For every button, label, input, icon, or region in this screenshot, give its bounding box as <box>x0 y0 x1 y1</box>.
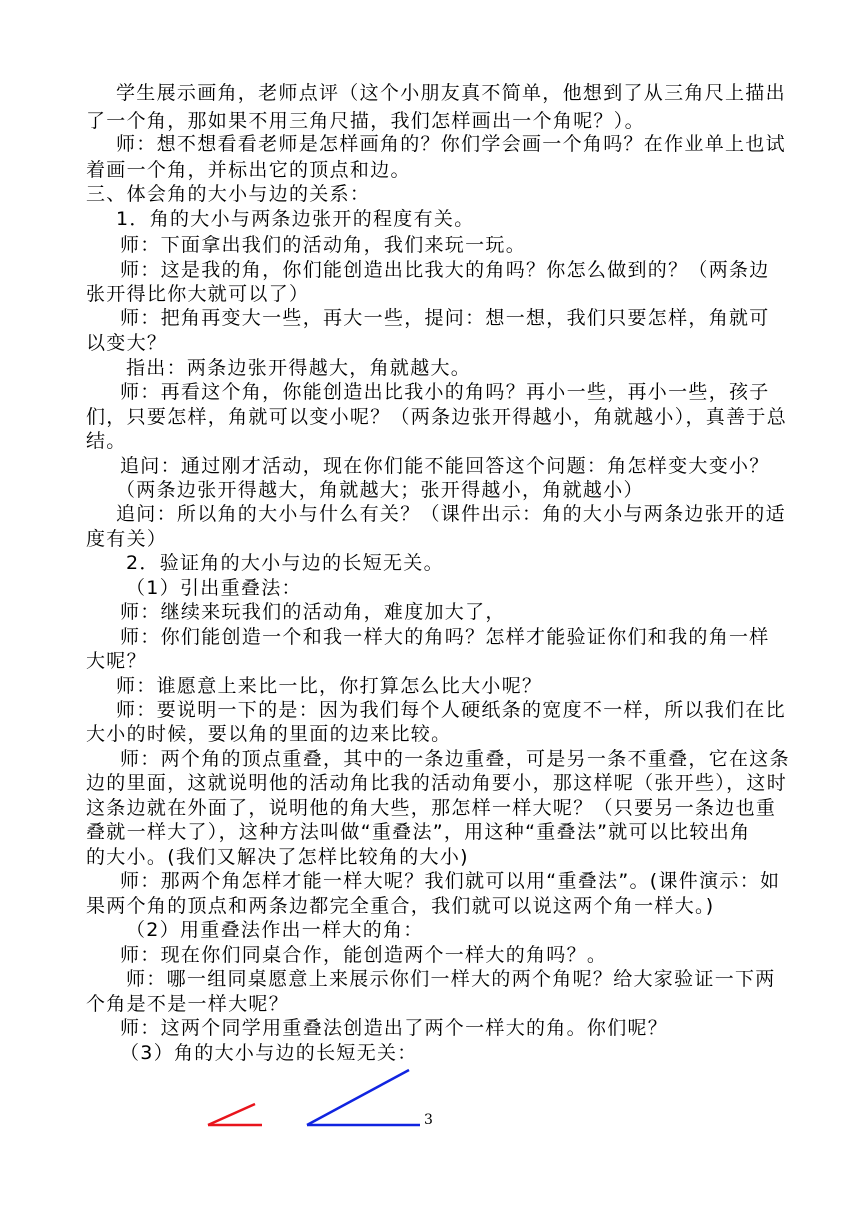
text-line: 们，只要怎样，角就可以变小呢？（两条边张开得越小，角就越小），真善于总 <box>86 406 788 428</box>
text-line: 师：你们能创造一个和我一样大的角吗？怎样才能验证你们和我的角一样 <box>120 626 770 648</box>
subsection-heading: 1．角的大小与两条边张开的程度有关。 <box>116 208 475 230</box>
text-line: 大呢？ <box>86 650 147 672</box>
text-line: 结。 <box>86 430 127 452</box>
text-line: 追问：通过刚才活动，现在你们能不能回答这个问题：角怎样变大变小？ <box>120 455 770 477</box>
text-line: 着画一个角，并标出它的顶点和边。 <box>86 159 411 181</box>
text-line: 个角是不是一样大呢？ <box>86 993 290 1015</box>
text-line: 以变大？ <box>86 332 168 354</box>
large-angle-ray <box>307 1070 409 1125</box>
section-heading: 三、体会角的大小与边的关系： <box>86 183 371 205</box>
text-line: 师：那两个角怎样才能一样大呢？我们就可以用“重叠法”。(课件演示：如 <box>120 870 781 892</box>
text-line: 边的里面，这就说明他的活动角比我的活动角要小，那这样呢（张开些），这时 <box>86 772 788 794</box>
text-line: 学生展示画角，老师点评（这个小朋友真不简单，他想到了从三角尺上描出 <box>116 82 786 104</box>
text-line: 师：再看这个角，你能创造出比我小的角吗？再小一些，再小一些，孩子 <box>120 381 770 403</box>
small-angle-ray <box>208 1104 255 1125</box>
text-line: 张开得比你大就可以了） <box>86 283 310 305</box>
text-line: 师：继续来玩我们的活动角，难度加大了， <box>120 601 506 623</box>
subsection-heading: （1）引出重叠法： <box>126 577 302 599</box>
text-line: 师：要说明一下的是：因为我们每个人硬纸条的宽度不一样，所以我们在比 <box>116 699 786 721</box>
page-number: 3 <box>424 1112 433 1128</box>
subsection-heading: （2）用重叠法作出一样大的角： <box>126 919 424 941</box>
text-line: 师：这两个同学用重叠法创造出了两个一样大的角。你们呢？ <box>120 1017 669 1039</box>
text-line: （两条边张开得越大，角就越大；张开得越小，角就越小） <box>116 479 644 501</box>
text-line: 度有关） <box>86 528 168 550</box>
text-line: 了一个角，那如果不用三角尺描，我们怎样画出一个角呢？）。 <box>86 110 645 132</box>
text-line: 师：想不想看看老师是怎样画角的？你们学会画一个角吗？在作业单上也试 <box>116 133 786 155</box>
large-angle <box>307 1070 420 1125</box>
subsection-heading: （3）角的大小与边的长短无关： <box>120 1042 418 1064</box>
text-line: 师：哪一组同桌愿意上来展示你们一样大的两个角呢？给大家验证一下两 <box>126 968 776 990</box>
text-line: 师：这是我的角，你们能创造出比我大的角吗？你怎么做到的？（两条边 <box>120 259 770 281</box>
text-line: 果两个角的顶点和两条边都完全重合，我们就可以说这两个角一样大。) <box>86 895 715 917</box>
text-line: 师：下面拿出我们的活动角，我们来玩一玩。 <box>120 234 527 256</box>
text-line: 师：现在你们同桌合作，能创造两个一样大的角吗？。 <box>120 944 608 966</box>
subsection-heading: 2．验证角的大小与边的长短无关。 <box>126 552 444 574</box>
text-line: 这条边就在外面了，说明他的角大些，那怎样一样大呢？（只要另一条边也重 <box>86 797 777 819</box>
text-line: 师：把角再变大一些，再大一些，提问：想一想，我们只要怎样，角就可 <box>120 307 770 329</box>
text-line: 指出：两条边张开得越大，角就越大。 <box>126 357 472 379</box>
small-angle <box>208 1104 262 1125</box>
text-line: 师：两个角的顶点重叠，其中的一条边重叠，可是另一条不重叠，它在这条 <box>120 748 790 770</box>
text-line: 师：谁愿意上来比一比，你打算怎么比大小呢？ <box>116 675 543 697</box>
text-line: 的大小。(我们又解决了怎样比较角的大小) <box>86 846 469 868</box>
text-line: 叠就一样大了），这种方法叫做“重叠法”，用这种“重叠法”就可以比较出角 <box>86 821 751 843</box>
text-line: 追问：所以角的大小与什么有关？（课件出示：角的大小与两条边张开的适 <box>116 503 786 525</box>
text-line: 大小的时候，要以角的里面的边来比较。 <box>86 723 452 745</box>
